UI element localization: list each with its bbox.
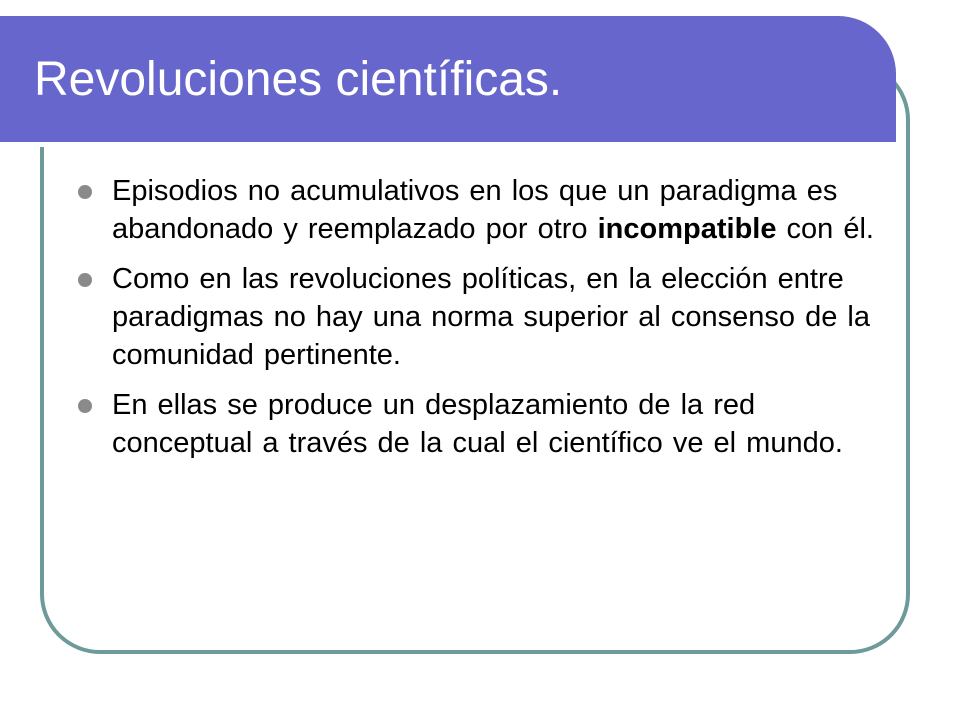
title-banner <box>0 16 896 142</box>
bullet-item <box>76 386 876 462</box>
bullet-item <box>76 260 876 374</box>
bullet-emphasis: incompatible <box>597 213 777 245</box>
bullet-text-part: Episodios no acumulativos en los que un paradigma es abandonado y reemplazado por otro <box>112 175 838 245</box>
bullet-text <box>112 172 876 248</box>
title-underline <box>0 142 848 147</box>
bullet-item <box>76 172 876 248</box>
slide-title: Revoluciones científicas. <box>34 53 563 106</box>
bullet-dot-icon <box>78 185 92 199</box>
bullet-dot-icon <box>78 399 92 413</box>
bullet-text-part: con él. <box>776 213 874 245</box>
bullet-text: Como en las revoluciones políticas, en la elección entre paradigmas no hay una norma superior al consenso de la comunidad pertinente. <box>112 263 870 371</box>
bullet-list <box>76 172 876 474</box>
bullet-dot-icon <box>78 273 92 287</box>
bullet-text: En ellas se produce un desplazamiento de la red conceptual a través de la cual el científico ve el mundo. <box>112 389 843 459</box>
